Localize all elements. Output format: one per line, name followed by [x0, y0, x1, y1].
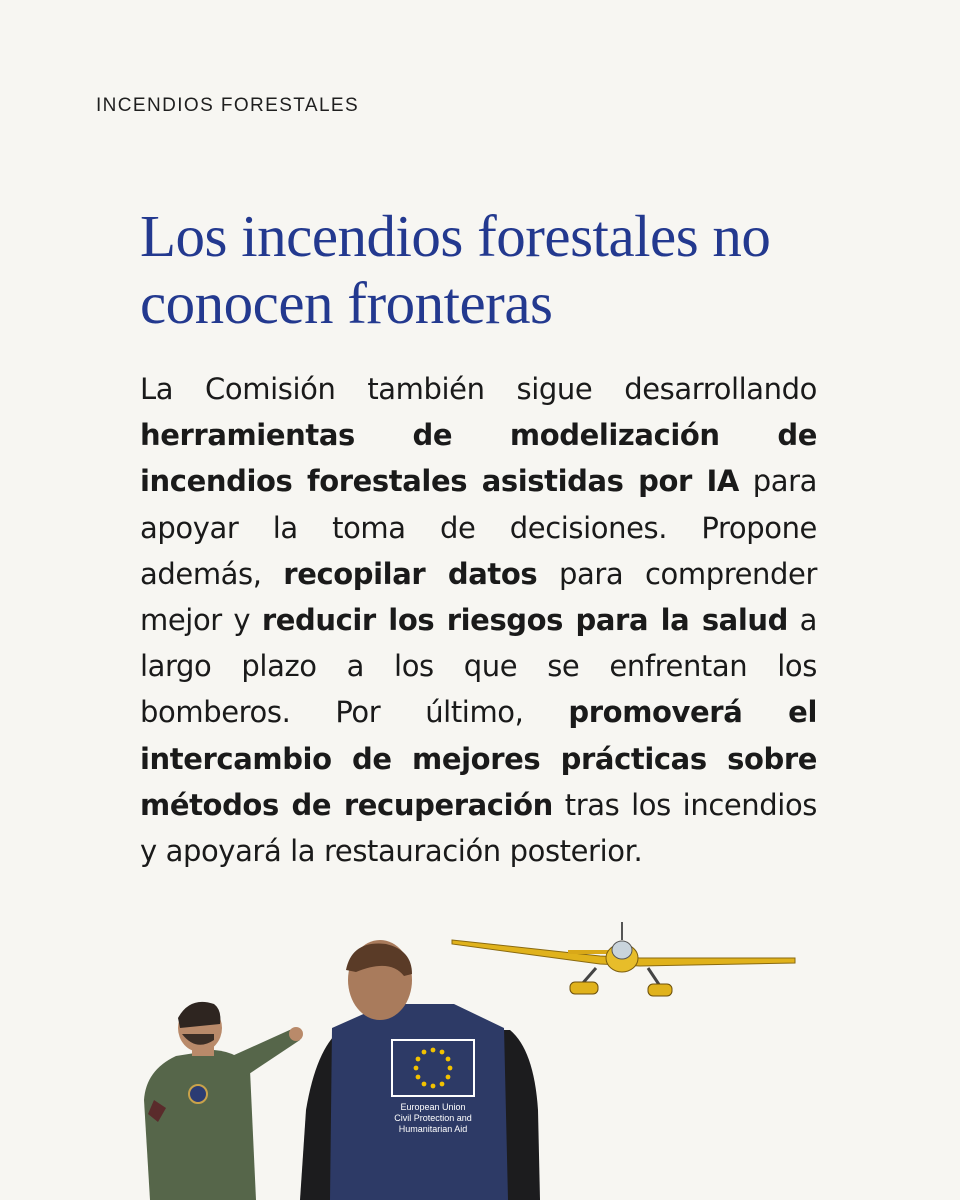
- body-text-run: a largo plazo a los que se enfrentan los bomberos. Por último,: [140, 603, 817, 730]
- section-kicker: INCENDIOS FORESTALES: [96, 95, 360, 116]
- body-bold-run: recopilar datos: [283, 556, 538, 591]
- body-text-run: La Comisión también sigue desarrollando: [140, 372, 817, 406]
- firefighters-illustration: [0, 900, 960, 1200]
- vest-label-line: Humanitarian Aid: [398, 1124, 468, 1134]
- body-text-run: tras los incendios y apoyará la restauración posterior.: [140, 787, 818, 869]
- pilot-figure: [144, 1002, 303, 1200]
- page-title: Los incendios forestales no conocen fronteras: [140, 203, 771, 336]
- body-bold-run: herramientas de modelización de incendios forestales asistidas por IA: [140, 418, 817, 499]
- body-text-run: para comprender mejor y: [140, 556, 817, 638]
- vest-label-line: Civil Protection and: [394, 1113, 472, 1123]
- eu-officer-figure: [300, 940, 540, 1200]
- vest-label-line: European Union: [400, 1102, 466, 1112]
- body-bold-run: reducir los riesgos para la salud: [261, 603, 788, 638]
- body-paragraph: [140, 366, 817, 874]
- body-bold-run: promoverá el intercambio de mejores prácticas sobre métodos de recuperación: [140, 695, 817, 822]
- body-text-run: para apoyar la toma de decisiones. Propone además,: [140, 464, 818, 591]
